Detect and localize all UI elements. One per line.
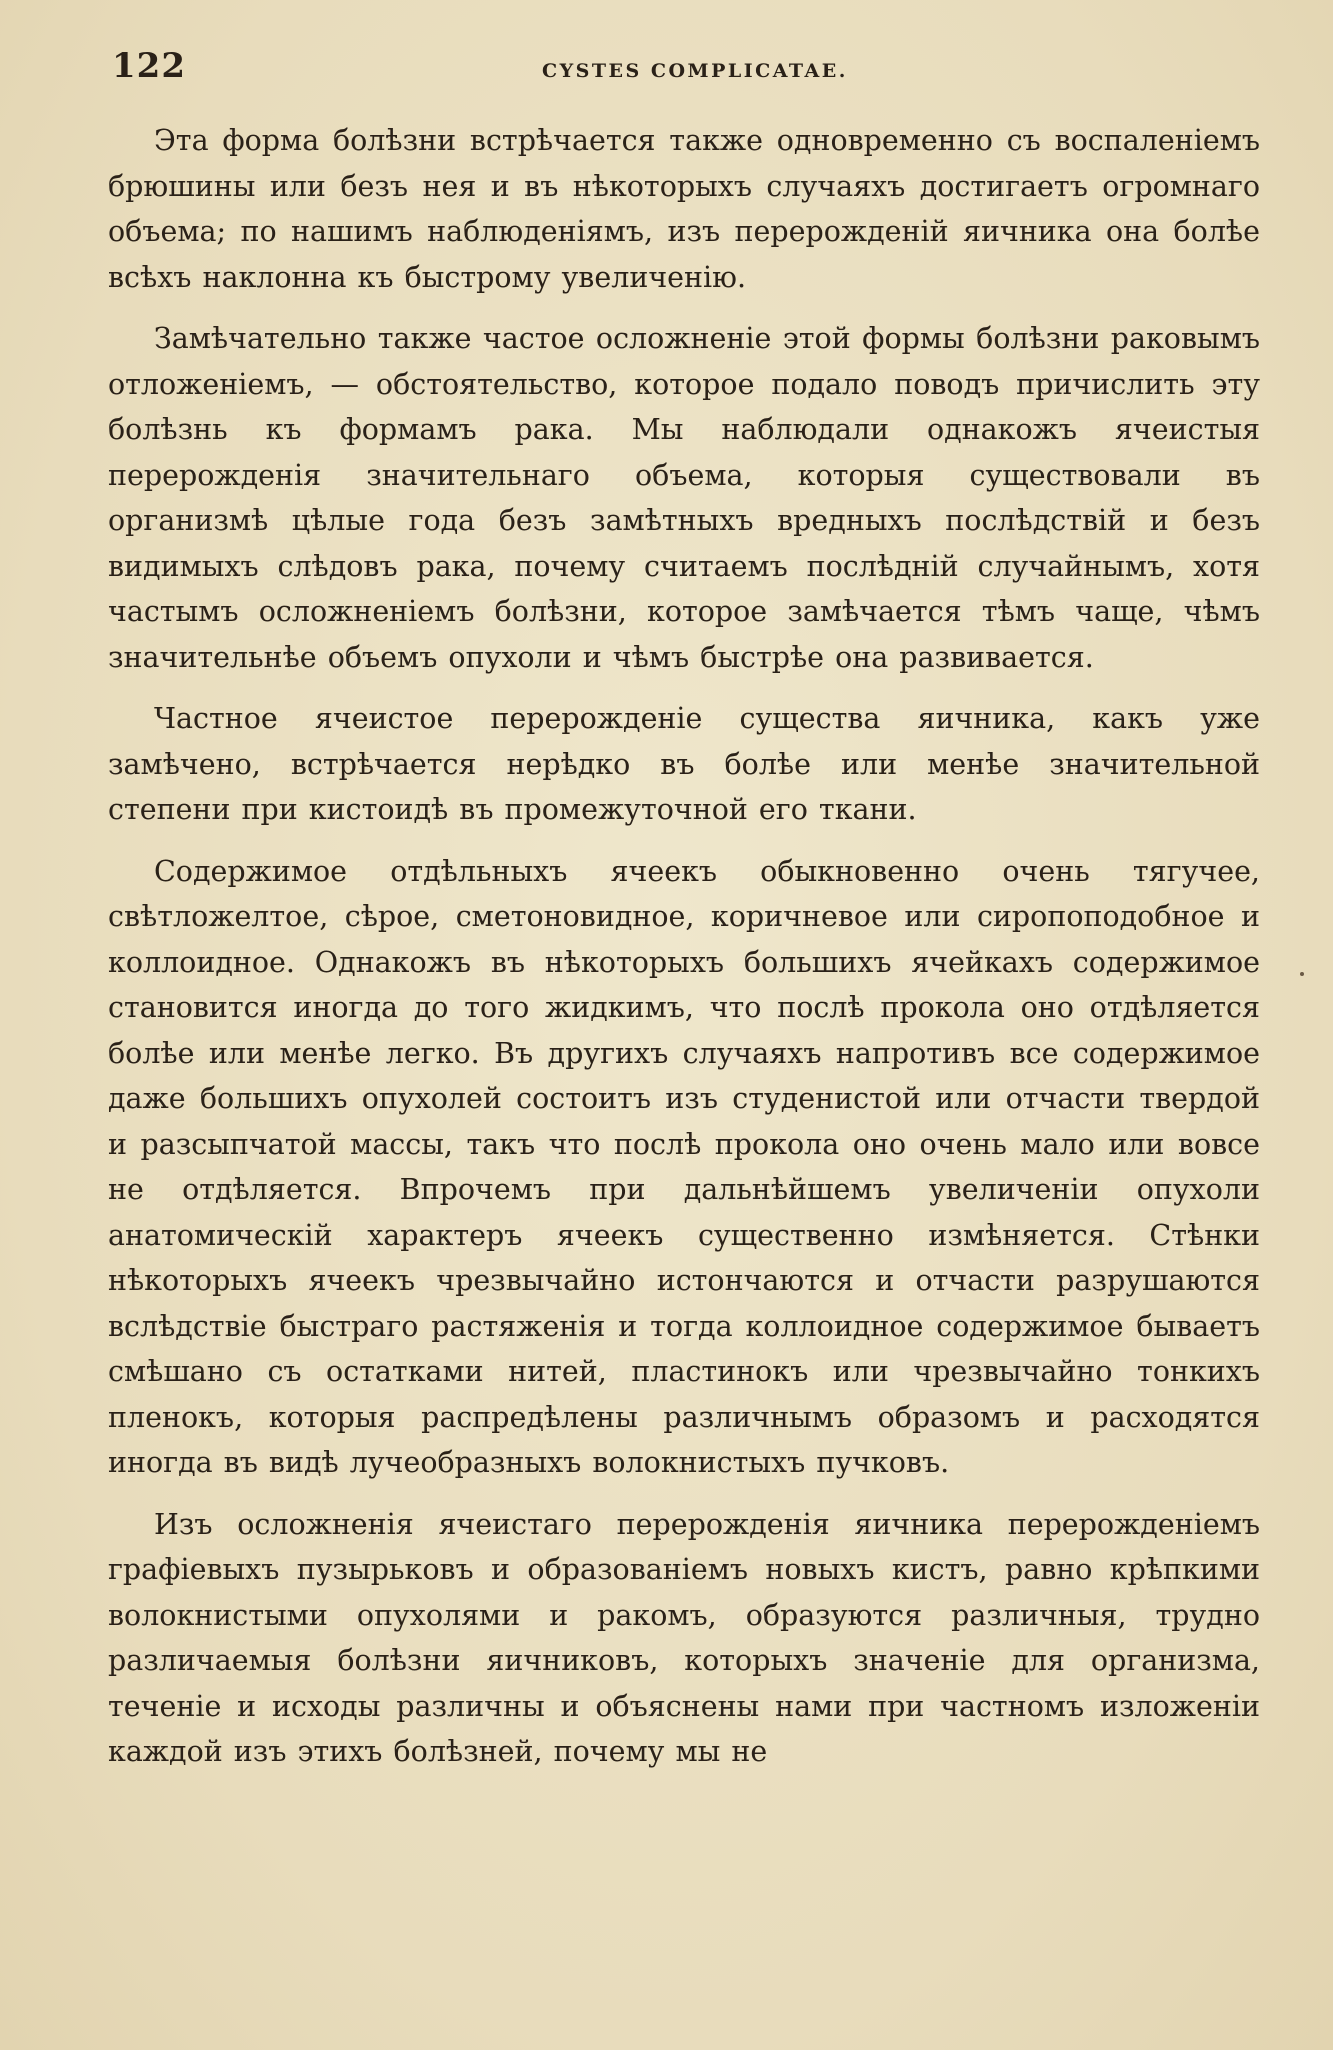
paragraph-3: Частное ячеистое перерожденіе существа яичника, какъ уже замѣчено, встрѣчается нерѣдко въ болѣе или менѣе значительной степени при кистоидѣ въ промежуточной его ткани. [108, 702, 1260, 826]
page-header [112, 46, 1262, 96]
paragraph-4: Содержимое отдѣльныхъ ячеекъ обыкновенно очень тягучее, свѣтложелтое, сѣрое, сметоновидное, коричневое или сиропоподобное и коллоидное. Однакожъ въ нѣкоторыхъ большихъ ячейкахъ содержимое становится иногда до того жидкимъ, что послѣ прокола оно отдѣляется болѣе или менѣе легко. Въ другихъ случаяхъ напротивъ все содержимое даже большихъ опухолей состоитъ изъ студенистой или отчасти твердой и разсыпчатой массы, такъ что послѣ прокола оно очень мало или вовсе не отдѣляется. Впрочемъ при дальнѣйшемъ увеличеніи опухоли анатомическій характеръ ячеекъ существенно измѣняется. Стѣнки нѣкоторыхъ ячеекъ чрезвычайно истончаются и отчасти разрушаются вслѣдствіе быстраго растяженія и тогда коллоидное содержимое бываетъ смѣшано съ остатками нитей, пластинокъ или чрезвычайно тонкихъ пленокъ, которыя распредѣлены различнымъ образомъ и расходятся иногда въ видѣ лучеобразныхъ волокнистыхъ пучковъ. [108, 854, 1260, 1479]
ink-speck [1300, 972, 1304, 976]
paragraph-2: Замѣчательно также частое осложненіе этой формы болѣзни раковымъ отложеніемъ, — обстоятельство, которое подало поводъ причислить эту болѣзнь къ формамъ рака. Мы наблюдали однакожъ ячеистыя перерожденія значительнаго объема, которыя существовали въ организмѣ цѣлые года безъ замѣтныхъ вредныхъ послѣдствій и безъ видимыхъ слѣдовъ рака, почему считаемъ послѣдній случайнымъ, хотя частымъ осложненіемъ болѣзни, которое замѣчается тѣмъ чаще, чѣмъ значительнѣе объемъ опухоли и чѣмъ быстрѣе она развивается. [108, 322, 1260, 674]
body-text [108, 118, 1260, 1791]
paragraph-5: Изъ осложненія ячеистаго перерожденія яичника перерожденіемъ графіевыхъ пузырьковъ и образованіемъ новыхъ кистъ, равно крѣпкими волокнистыми опухолями и ракомъ, образуются различныя, трудно различаемыя болѣзни яичниковъ, которыхъ значеніе для организма, теченіе и исходы различны и объяснены нами при частномъ изложеніи каждой изъ этихъ болѣзней, почему мы не [108, 1507, 1260, 1768]
page-number: 122 [112, 46, 186, 86]
running-head: CYSTES COMPLICATAE. [542, 60, 848, 82]
paragraph-1: Эта форма болѣзни встрѣчается также одновременно съ воспаленіемъ брюшины или безъ нея и въ нѣкоторыхъ случаяхъ достигаетъ огромнаго объема; по нашимъ наблюденіямъ, изъ перерожденій яичника она болѣе всѣхъ наклонна къ быстрому увеличенію. [108, 124, 1260, 294]
